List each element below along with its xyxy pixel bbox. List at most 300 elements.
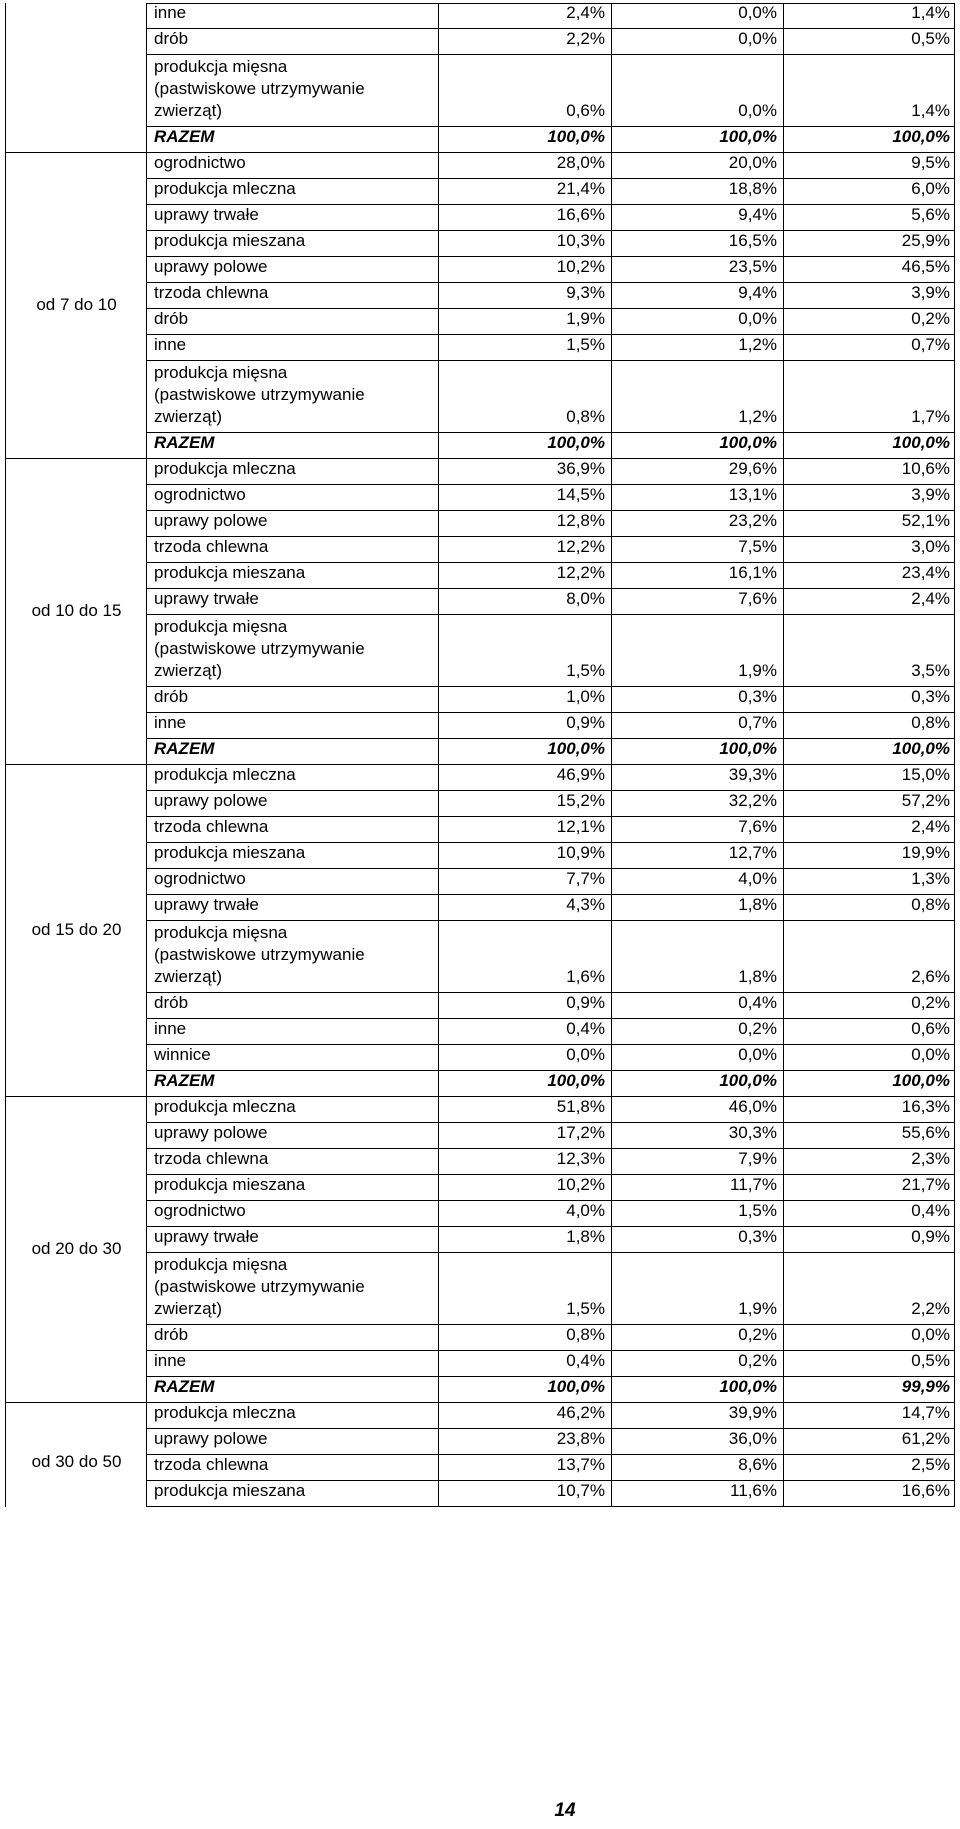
table-row [146,361,955,433]
value: 12,8% [556,511,605,530]
category-cell [147,205,438,230]
value: 13,7% [556,1455,605,1474]
value: 8,0% [566,589,605,608]
value-cell-1 [438,29,611,54]
category-label: produkcja mieszana [154,231,306,250]
value: 100,0% [892,127,950,146]
category-cell [147,843,438,868]
value: 0,0% [911,1045,950,1064]
value-cell-3 [783,993,956,1018]
value: 10,2% [556,1175,605,1194]
value-cell-2 [611,309,783,334]
value-cell-3 [783,459,956,484]
value-cell-2 [611,687,783,712]
size-group-label: od 20 do 30 [31,1239,122,1258]
total-row [146,1071,955,1097]
value-cell-3 [783,1403,956,1428]
value-cell-2 [611,485,783,510]
value-cell-2 [611,153,783,178]
value: 46,0% [728,1097,777,1116]
category-label: uprawy polowe [154,257,268,276]
category-label: trzoda chlewna [154,283,269,302]
value: 1,5% [738,1201,777,1220]
size-group-cell [5,765,146,1097]
value-cell-1 [438,1227,611,1252]
value-cell-3 [783,843,956,868]
value-cell-1 [438,459,611,484]
table-row [146,537,955,563]
value-cell-3 [783,713,956,738]
category-cell [147,55,438,126]
category-label: uprawy trwałe [154,895,259,914]
value-cell-2 [611,869,783,894]
category-label: winnice [154,1045,211,1064]
value: 9,3% [566,283,605,302]
value-cell-2 [611,1201,783,1226]
category-label: uprawy trwałe [154,1227,259,1246]
value-cell-3 [783,1149,956,1174]
category-label: produkcja mleczna [154,459,296,478]
value-cell-1 [438,179,611,204]
value-cell-1 [438,1175,611,1200]
table-row [146,1481,955,1507]
value-cell-2 [611,1071,783,1096]
category-cell [147,4,438,28]
category-label: uprawy polowe [154,1429,268,1448]
value: 1,2% [738,335,777,354]
value-cell-1 [438,1123,611,1148]
value: 46,9% [556,765,605,784]
table-row [146,1351,955,1377]
value: 0,2% [911,993,950,1012]
value: 6,0% [911,179,950,198]
category-cell [147,459,438,484]
value: 2,4% [566,3,605,22]
category-label: drób [154,29,189,48]
value-cell-3 [783,817,956,842]
value-cell-2 [611,433,783,458]
size-group-cell [5,3,146,153]
value-cell-3 [783,739,956,764]
value-cell-1 [438,485,611,510]
value: 7,5% [738,537,777,556]
value-cell-1 [438,921,611,992]
value: 12,3% [556,1149,605,1168]
category-label: produkcja mięsna (pastwiskowe utrzymywanie zwierząt) [154,1255,365,1318]
value: 0,6% [566,101,605,120]
value-cell-3 [783,615,956,686]
value-cell-3 [783,1019,956,1044]
value-cell-1 [438,1045,611,1070]
category-label: uprawy polowe [154,791,268,810]
value-cell-2 [611,1019,783,1044]
value: 10,7% [556,1481,605,1500]
category-label: trzoda chlewna [154,1149,269,1168]
value-cell-1 [438,1201,611,1226]
table-row [146,713,955,739]
category-label: produkcja mięsna (pastwiskowe utrzymywanie zwierząt) [154,923,365,986]
value-cell-3 [783,1123,956,1148]
value-cell-1 [438,127,611,152]
value: 100,0% [892,433,950,452]
value: 0,4% [911,1201,950,1220]
category-cell [147,309,438,334]
category-label: produkcja mieszana [154,1481,306,1500]
category-cell [147,1097,438,1122]
value: 2,4% [911,589,950,608]
category-label: drób [154,687,189,706]
category-label: trzoda chlewna [154,537,269,556]
value: 12,2% [556,537,605,556]
category-cell [147,1201,438,1226]
value-cell-3 [783,485,956,510]
category-label: RAZEM [154,433,215,452]
value: 100,0% [892,1071,950,1090]
value: 11,7% [730,1175,777,1194]
value-cell-1 [438,817,611,842]
value-cell-3 [783,153,956,178]
value-cell-2 [611,843,783,868]
value-cell-3 [783,791,956,816]
value: 8,6% [738,1455,777,1474]
category-label: ogrodnictwo [154,1201,246,1220]
value: 11,6% [730,1481,777,1500]
value-cell-3 [783,283,956,308]
category-cell [147,153,438,178]
value: 100,0% [547,127,605,146]
value-cell-3 [783,1071,956,1096]
table-row [146,3,955,29]
value-cell-2 [611,1351,783,1376]
value: 1,9% [566,309,605,328]
size-group-cell [5,459,146,765]
total-row [146,127,955,153]
value: 12,2% [556,563,605,582]
table-row [146,1019,955,1045]
value: 100,0% [719,739,777,758]
category-label: produkcja mieszana [154,1175,306,1194]
value-cell-2 [611,257,783,282]
value: 36,0% [728,1429,777,1448]
table-row [146,687,955,713]
value: 1,5% [566,661,605,680]
category-cell [147,1019,438,1044]
value-cell-3 [783,335,956,360]
size-group-cell [5,153,146,459]
value-cell-2 [611,713,783,738]
value: 30,3% [728,1123,777,1142]
value: 7,6% [738,589,777,608]
category-cell [147,537,438,562]
value-cell-3 [783,1175,956,1200]
category-label: RAZEM [154,1377,215,1396]
table-row [146,1175,955,1201]
value-cell-2 [611,1175,783,1200]
value: 1,0% [566,687,605,706]
value-cell-1 [438,687,611,712]
value-cell-3 [783,921,956,992]
value: 46,5% [901,257,950,276]
value: 10,2% [556,257,605,276]
value: 25,9% [901,231,950,250]
table-row [146,1045,955,1071]
category-label: produkcja mleczna [154,179,296,198]
value-cell-2 [611,459,783,484]
value: 9,4% [738,205,777,224]
value: 5,6% [911,205,950,224]
value-cell-3 [783,511,956,536]
category-label: RAZEM [154,739,215,758]
value-cell-1 [438,843,611,868]
page-number: 14 [554,1800,576,1821]
value-cell-2 [611,589,783,614]
value: 0,0% [911,1325,950,1344]
value-cell-2 [611,563,783,588]
category-cell [147,921,438,992]
value-cell-3 [783,433,956,458]
category-label: trzoda chlewna [154,817,269,836]
table-row [146,791,955,817]
value: 23,4% [901,563,950,582]
value-cell-3 [783,205,956,230]
value-cell-2 [611,29,783,54]
value: 0,8% [911,895,950,914]
value-cell-1 [438,993,611,1018]
category-label: drób [154,1325,189,1344]
category-cell [147,29,438,54]
value: 3,0% [911,537,950,556]
category-label: produkcja mieszana [154,563,306,582]
category-cell [147,869,438,894]
value-cell-2 [611,283,783,308]
category-cell [147,589,438,614]
value: 12,1% [556,817,605,836]
value-cell-2 [611,127,783,152]
value-cell-3 [783,895,956,920]
table-row [146,1227,955,1253]
value: 9,4% [738,283,777,302]
value-cell-2 [611,361,783,432]
value: 32,2% [728,791,777,810]
value-cell-1 [438,1455,611,1480]
value-cell-3 [783,563,956,588]
category-cell [147,1403,438,1428]
table-row [146,459,955,485]
value: 20,0% [728,153,777,172]
value: 2,5% [911,1455,950,1474]
category-label: inne [154,713,187,732]
value-cell-2 [611,335,783,360]
category-cell [147,1149,438,1174]
value: 0,5% [911,1351,950,1370]
value-cell-3 [783,361,956,432]
value: 61,2% [901,1429,950,1448]
value-cell-3 [783,1045,956,1070]
table-row [146,895,955,921]
value: 100,0% [719,1377,777,1396]
value-cell-2 [611,1097,783,1122]
table-row [146,153,955,179]
value: 21,7% [901,1175,950,1194]
value-cell-2 [611,1227,783,1252]
table-row [146,589,955,615]
value: 14,7% [901,1403,950,1422]
value: 1,4% [911,101,950,120]
category-cell [147,1377,438,1402]
value-cell-1 [438,205,611,230]
category-label: inne [154,3,187,22]
table-row [146,1403,955,1429]
value-cell-3 [783,179,956,204]
value-cell-3 [783,1227,956,1252]
value: 39,3% [728,765,777,784]
value-cell-3 [783,1429,956,1454]
value: 23,5% [728,257,777,276]
category-cell [147,817,438,842]
value: 51,8% [556,1097,605,1116]
category-cell [147,335,438,360]
value-cell-1 [438,309,611,334]
value-cell-1 [438,433,611,458]
data-table [5,3,955,1789]
value: 2,2% [566,29,605,48]
value: 0,4% [566,1351,605,1370]
table-row [146,283,955,309]
value-cell-3 [783,257,956,282]
category-cell [147,1351,438,1376]
table-row [146,205,955,231]
category-label: uprawy trwałe [154,589,259,608]
table-row [146,869,955,895]
value: 29,6% [728,459,777,478]
category-cell [147,791,438,816]
value-cell-1 [438,231,611,256]
category-cell [147,179,438,204]
table-row [146,29,955,55]
category-cell [147,1253,438,1324]
value-cell-2 [611,895,783,920]
value-cell-2 [611,1377,783,1402]
value-cell-1 [438,589,611,614]
value-cell-3 [783,1351,956,1376]
category-label: ogrodnictwo [154,485,246,504]
value-cell-2 [611,1045,783,1070]
value: 1,5% [566,335,605,354]
value: 1,8% [738,895,777,914]
category-label: drób [154,993,189,1012]
table-row [146,993,955,1019]
value: 9,5% [911,153,950,172]
value-cell-1 [438,1403,611,1428]
category-cell [147,687,438,712]
value: 15,0% [901,765,950,784]
table-row [146,485,955,511]
category-cell [147,127,438,152]
category-label: inne [154,335,187,354]
value: 2,2% [911,1299,950,1318]
table-row [146,1149,955,1175]
value: 1,8% [566,1227,605,1246]
category-label: produkcja mleczna [154,1403,296,1422]
table-row [146,1253,955,1325]
value: 12,7% [728,843,777,862]
category-cell [147,257,438,282]
value-cell-1 [438,1253,611,1324]
value-cell-2 [611,791,783,816]
value: 39,9% [728,1403,777,1422]
value-cell-2 [611,511,783,536]
value: 0,2% [738,1351,777,1370]
value-cell-1 [438,1149,611,1174]
value-cell-1 [438,4,611,28]
value: 16,1% [728,563,777,582]
table-row [146,1097,955,1123]
value: 1,8% [738,967,777,986]
value: 0,2% [738,1019,777,1038]
value: 99,9% [901,1377,950,1396]
category-cell [147,361,438,432]
value: 23,8% [556,1429,605,1448]
category-label: inne [154,1351,187,1370]
category-cell [147,1227,438,1252]
category-label: produkcja mleczna [154,1097,296,1116]
value: 3,9% [911,283,950,302]
value: 17,2% [556,1123,605,1142]
category-cell [147,511,438,536]
table-row [146,921,955,993]
value: 0,0% [566,1045,605,1064]
category-cell [147,1325,438,1350]
value: 0,0% [738,101,777,120]
total-row [146,433,955,459]
value-cell-1 [438,765,611,790]
value: 1,9% [738,661,777,680]
value-cell-2 [611,1325,783,1350]
value-cell-3 [783,127,956,152]
category-label: produkcja mięsna (pastwiskowe utrzymywanie zwierząt) [154,57,365,120]
value: 100,0% [547,433,605,452]
value: 2,6% [911,967,950,986]
table-row [146,563,955,589]
category-label: produkcja mięsna (pastwiskowe utrzymywanie zwierząt) [154,363,365,426]
table-row [146,511,955,537]
value: 0,7% [738,713,777,732]
value-cell-1 [438,283,611,308]
value-cell-1 [438,869,611,894]
value-cell-2 [611,1455,783,1480]
size-group-label: od 10 do 15 [31,601,122,620]
table-row [146,1429,955,1455]
table-row [146,335,955,361]
value: 21,4% [556,179,605,198]
value-cell-1 [438,153,611,178]
value: 1,9% [738,1299,777,1318]
value-cell-3 [783,231,956,256]
category-cell [147,1455,438,1480]
value-cell-1 [438,511,611,536]
table-row [146,231,955,257]
value: 2,3% [911,1149,950,1168]
value-cell-3 [783,1097,956,1122]
category-label: uprawy trwałe [154,205,259,224]
value: 16,5% [728,231,777,250]
value: 15,2% [556,791,605,810]
value: 0,3% [738,1227,777,1246]
value: 0,0% [738,29,777,48]
size-group-label: od 7 do 10 [36,295,117,314]
size-group-cell [5,1097,146,1403]
table-row [146,179,955,205]
